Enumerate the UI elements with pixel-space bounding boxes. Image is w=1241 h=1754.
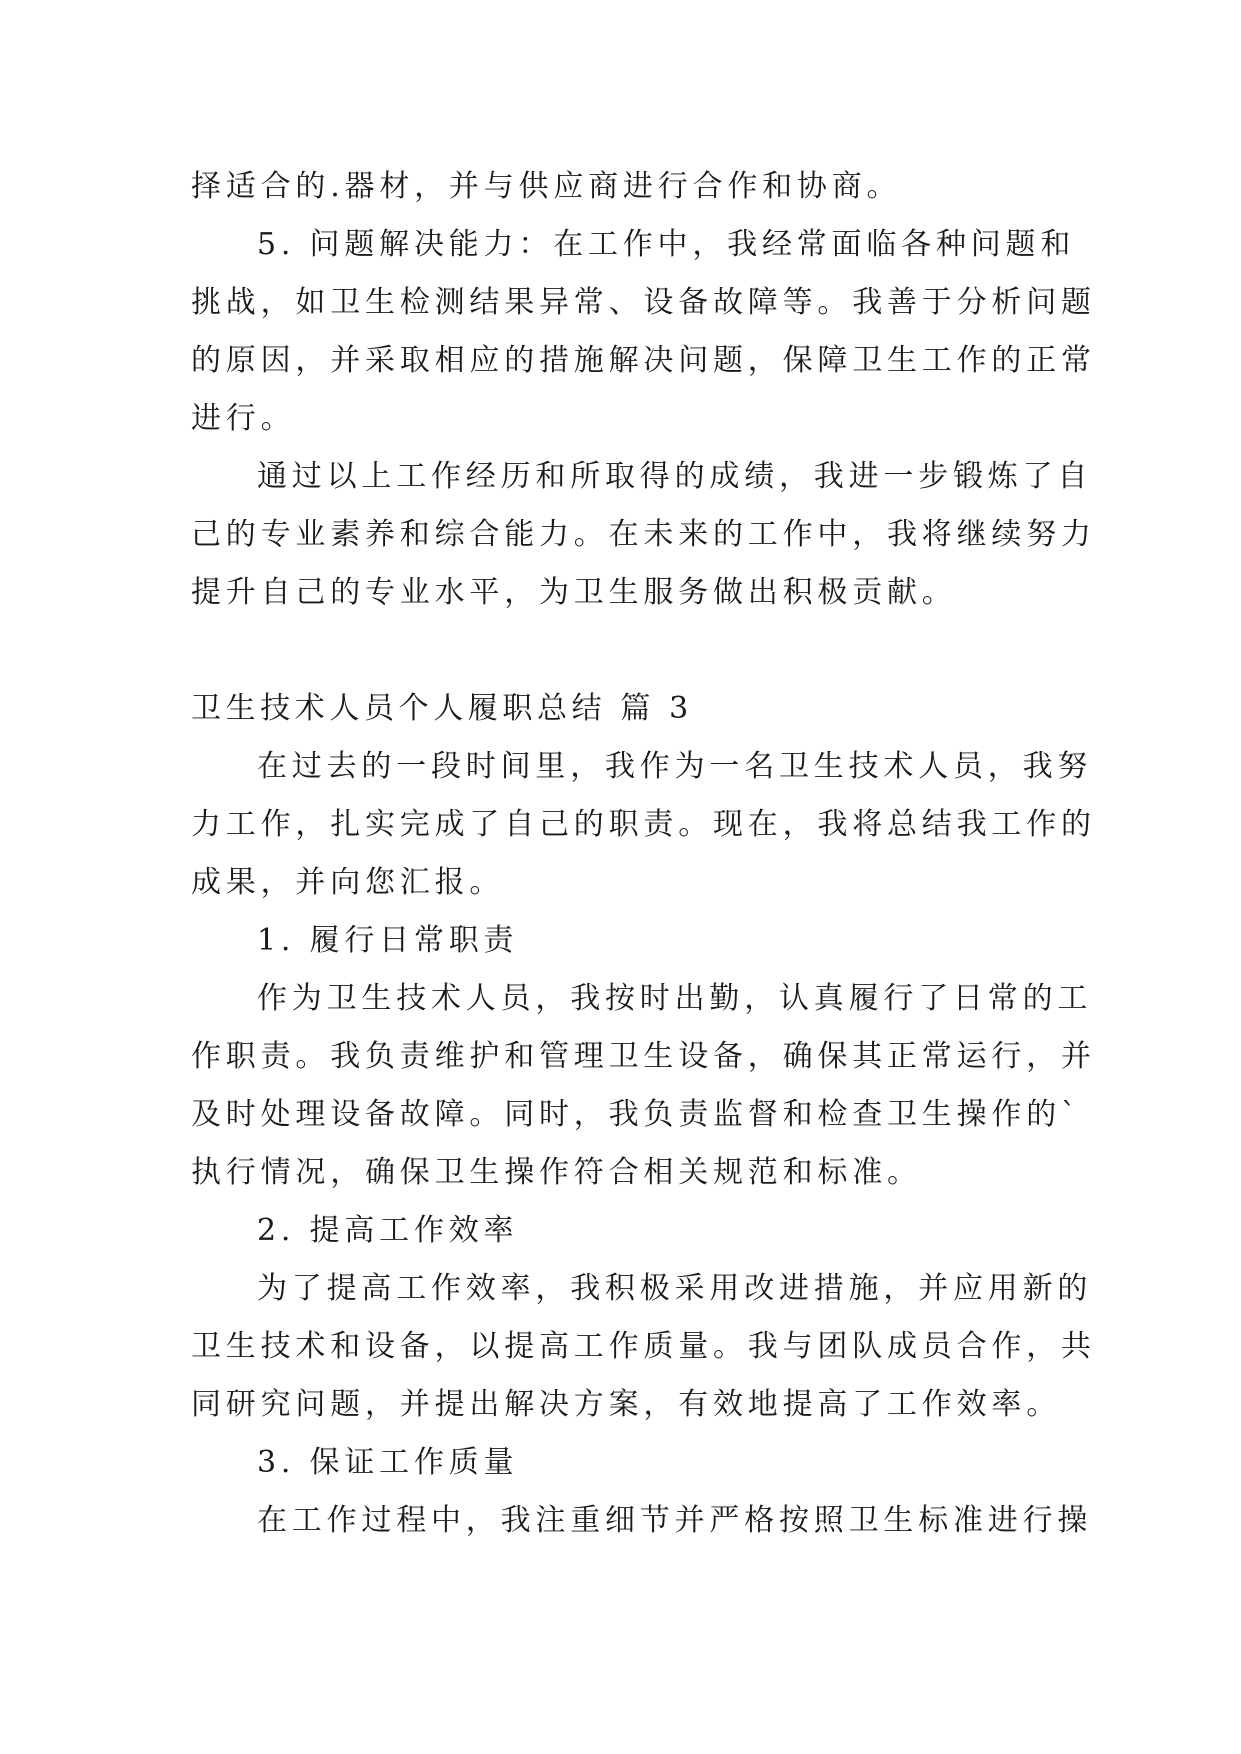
paragraph-line: 己的专业素养和综合能力。在未来的工作中，我将继续努力 <box>191 517 1096 552</box>
section-gap <box>191 622 1056 680</box>
list-item-1: 1. 履行日常职责 <box>257 923 519 958</box>
paragraph-line: 进行。 <box>191 401 296 436</box>
paragraph-line: 成果，并向您汇报。 <box>191 865 505 900</box>
document-page <box>191 158 1096 1550</box>
paragraph-line: 同研究问题，并提出解决方案，有效地提高了工作效率。 <box>191 1387 1061 1422</box>
list-item-2: 2. 提高工作效率 <box>257 1213 519 1248</box>
paragraph-line: 力工作，扎实完成了自己的职责。现在，我将总结我工作的 <box>191 807 1096 842</box>
paragraph-line: 提升自己的专业水平，为卫生服务做出积极贡献。 <box>191 575 957 610</box>
paragraph-line: 通过以上工作经历和所取得的成绩，我进一步锻炼了自 <box>257 459 1093 494</box>
paragraph-line: 的原因，并采取相应的措施解决问题，保障卫生工作的正常 <box>191 343 1096 378</box>
paragraph-line: 在工作过程中，我注重细节并严格按照卫生标准进行操 <box>257 1503 1093 1538</box>
paragraph-line: 及时处理设备故障。同时，我负责监督和检查卫生操作的` <box>191 1097 1081 1132</box>
section-heading: 卫生技术人员个人履职总结 篇 3 <box>191 691 693 726</box>
paragraph-line: 为了提高工作效率，我积极采用改进措施，并应用新的 <box>257 1271 1093 1306</box>
paragraph-line: 作职责。我负责维护和管理卫生设备，确保其正常运行，并 <box>191 1039 1096 1074</box>
paragraph-line: 执行情况，确保卫生操作符合相关规范和标准。 <box>191 1155 922 1190</box>
paragraph-line: 在过去的一段时间里，我作为一名卫生技术人员，我努 <box>257 749 1093 784</box>
paragraph-line: 择适合的.器材，并与供应商进行合作和协商。 <box>191 169 902 204</box>
list-item-3: 3. 保证工作质量 <box>257 1445 519 1480</box>
paragraph-line: 作为卫生技术人员，我按时出勤，认真履行了日常的工 <box>257 981 1093 1016</box>
list-item-5: 5. 问题解决能力：在工作中，我经常面临各种问题和 <box>257 227 1076 262</box>
paragraph-line: 卫生技术和设备，以提高工作质量。我与团队成员合作，共 <box>191 1329 1096 1364</box>
paragraph-line: 挑战，如卫生检测结果异常、设备故障等。我善于分析问题 <box>191 285 1096 320</box>
